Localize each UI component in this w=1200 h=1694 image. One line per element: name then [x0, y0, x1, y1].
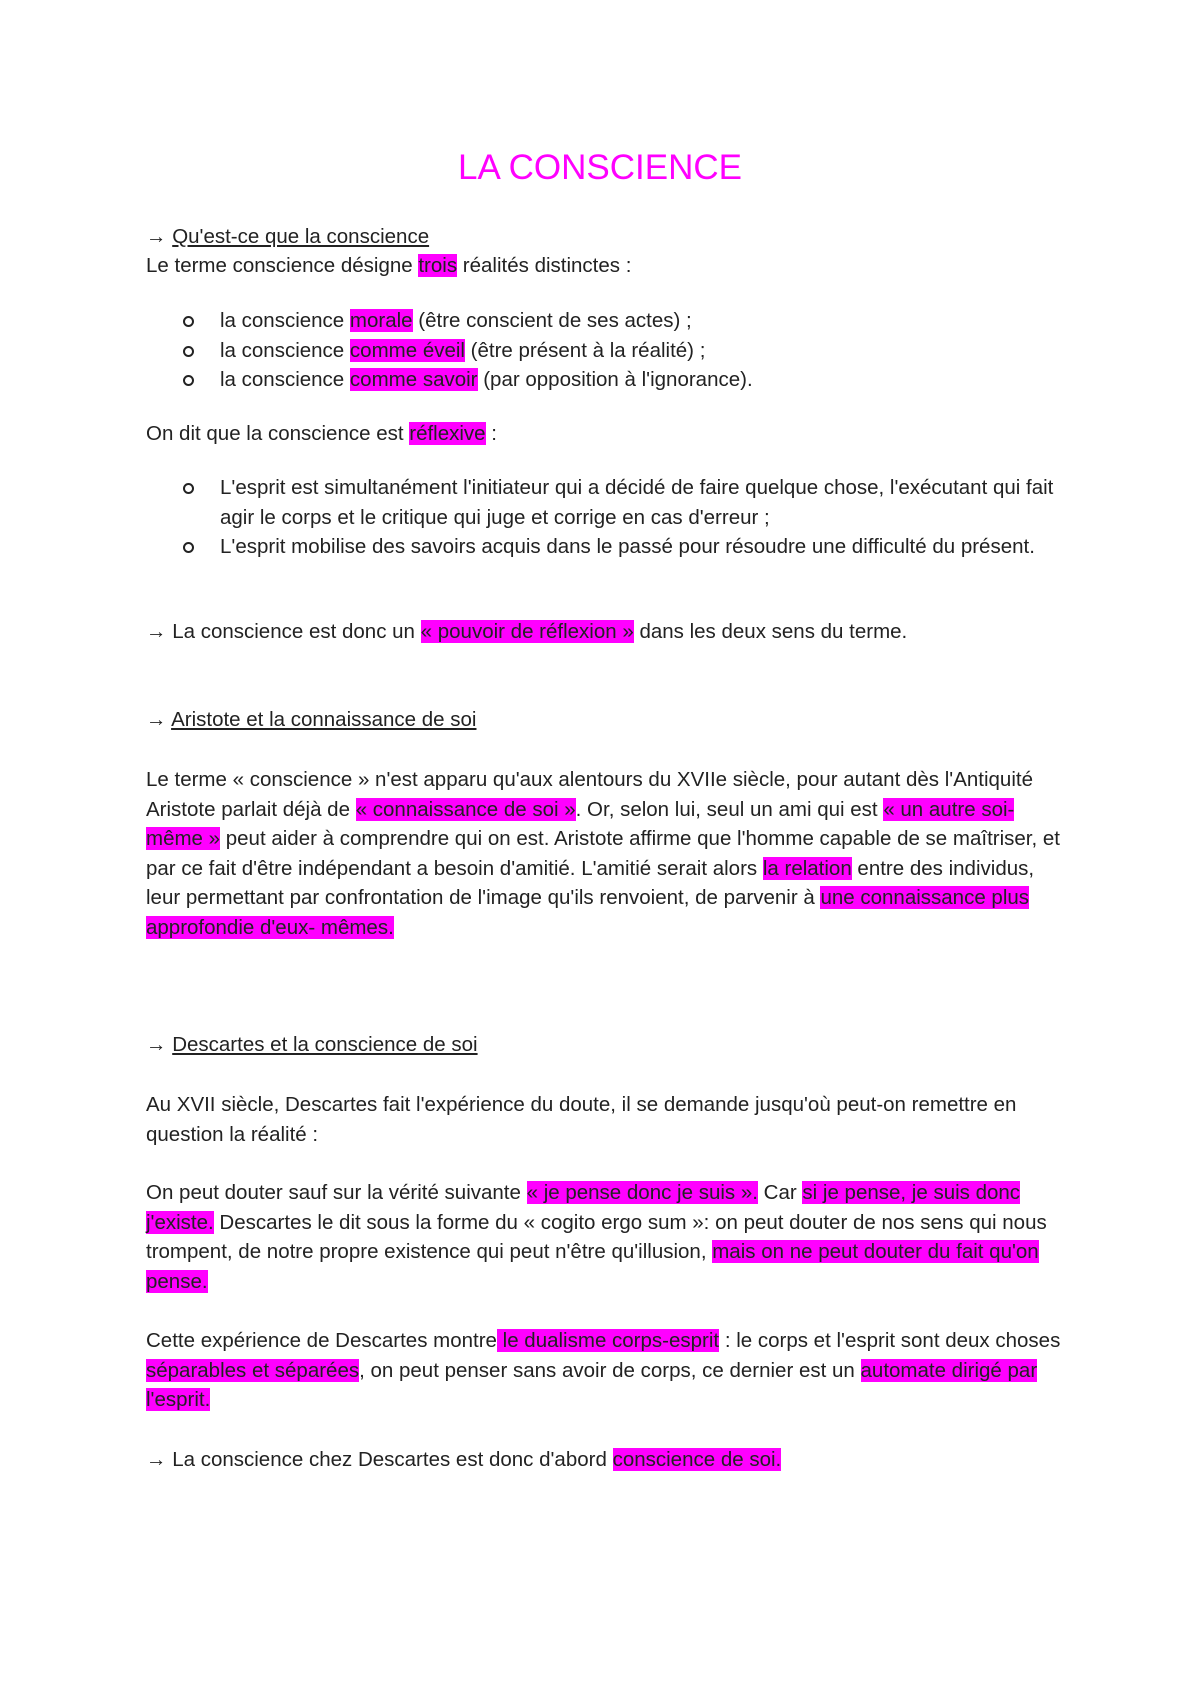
- heading-text: Qu'est-ce que la conscience: [172, 225, 430, 248]
- list-item: la conscience morale (être conscient de ses actes) ;: [146, 306, 1066, 336]
- descartes-doubt-paragraph: Au XVII siècle, Descartes fait l'expérience du doute, il se demande jusqu'où peut-on remettre en question la réalité :: [146, 1093, 1017, 1146]
- highlight: réflexive: [409, 422, 486, 445]
- section-conclusion: → La conscience est donc un « pouvoir de réflexion » dans les deux sens du terme.: [146, 620, 908, 643]
- highlight: « connaissance de soi »: [355, 797, 576, 821]
- highlight: séparables et séparées: [146, 1358, 360, 1382]
- reflexive-paragraph: On dit que la conscience est réflexive :: [146, 422, 497, 445]
- highlight: « je pense donc je suis ».: [526, 1181, 758, 1204]
- arrow-glyph: →: [146, 1033, 173, 1056]
- list-item: L'esprit mobilise des savoirs acquis dans le passé pour résoudre une difficulté du présent.: [146, 532, 1066, 562]
- section-heading-conscience: [146, 222, 1066, 252]
- section-heading-aristote: [146, 705, 1066, 735]
- arrow-glyph: →: [146, 225, 173, 248]
- list-item: L'esprit est simultanément l'initiateur qui a décidé de faire quelque chose, l'exécutant qui fait agir le corps et le critique qui juge et corrige en cas d'erreur ;: [146, 473, 1066, 532]
- page-title: LA CONSCIENCE: [458, 148, 742, 187]
- consciousness-types-list: [146, 306, 1066, 395]
- highlight: mais on ne peut douter du fait qu'on pense.: [146, 1240, 1039, 1293]
- heading-text: Aristote et la connaissance de soi: [171, 708, 477, 731]
- aristote-paragraph: Le terme « conscience » n'est apparu qu'aux alentours du XVIIe siècle, pour autant dès l'Antiquité Aristote parlait déjà de « connaissance de soi ». Or, selon lui, seul un ami qui est « un autre soi-même » peut aider à comprendre qui on est. Aristote affirme que l'homme capable de se maîtriser, et par ce fait d'être indépendant a besoin d'amitié. L'amitié serait alors la relation entre des individus, leur permettant par confrontation de l'image qu'ils renvoient, de parvenir à une connaissance plus approfondie d'eux- mêmes.: [146, 768, 1060, 939]
- highlight: morale: [349, 309, 413, 332]
- highlight: conscience de soi.: [612, 1448, 782, 1471]
- highlight: comme éveil: [349, 338, 465, 362]
- highlight: le dualisme corps-esprit: [496, 1329, 720, 1352]
- section-heading-descartes: [146, 1030, 1066, 1060]
- highlight: trois: [418, 254, 458, 277]
- highlight: une connaissance plus approfondie d'eux- mêmes.: [146, 886, 1030, 939]
- list-item: la conscience comme savoir (par opposition à l'ignorance).: [146, 365, 1066, 395]
- highlight: comme savoir: [349, 368, 478, 391]
- highlight: si je pense, je suis donc j'existe.: [146, 1181, 1021, 1234]
- cogito-paragraph: On peut douter sauf sur la vérité suivante « je pense donc je suis ». Car si je pense, je suis donc j'existe. Descartes le dit sous la forme du « cogito ergo sum »: on peut douter de nos sens qui nous trompent, de notre propre existence qui peut n'être qu'illusion, mais on ne peut douter du fait qu'on pense.: [146, 1181, 1047, 1293]
- dualism-paragraph: Cette expérience de Descartes montre le dualisme corps-esprit : le corps et l'esprit sont deux choses séparables et séparées, on peut penser sans avoir de corps, ce dernier est un automate dirigé par l'esprit.: [146, 1329, 1061, 1411]
- highlight: automate dirigé par l'esprit.: [146, 1358, 1038, 1411]
- reflexive-list: [146, 473, 1066, 562]
- list-item: la conscience comme éveil (être présent à la réalité) ;: [146, 336, 1066, 366]
- arrow-glyph: →: [146, 708, 172, 731]
- highlight: « un autre soi-même »: [146, 797, 1015, 850]
- highlight: la relation: [762, 856, 852, 880]
- descartes-conclusion: → La conscience chez Descartes est donc d'abord conscience de soi.: [146, 1448, 782, 1471]
- heading-text: Descartes et la conscience de soi: [172, 1033, 478, 1056]
- highlight: « pouvoir de réflexion »: [420, 620, 634, 643]
- intro-paragraph: Le terme conscience désigne trois réalités distinctes :: [146, 254, 632, 277]
